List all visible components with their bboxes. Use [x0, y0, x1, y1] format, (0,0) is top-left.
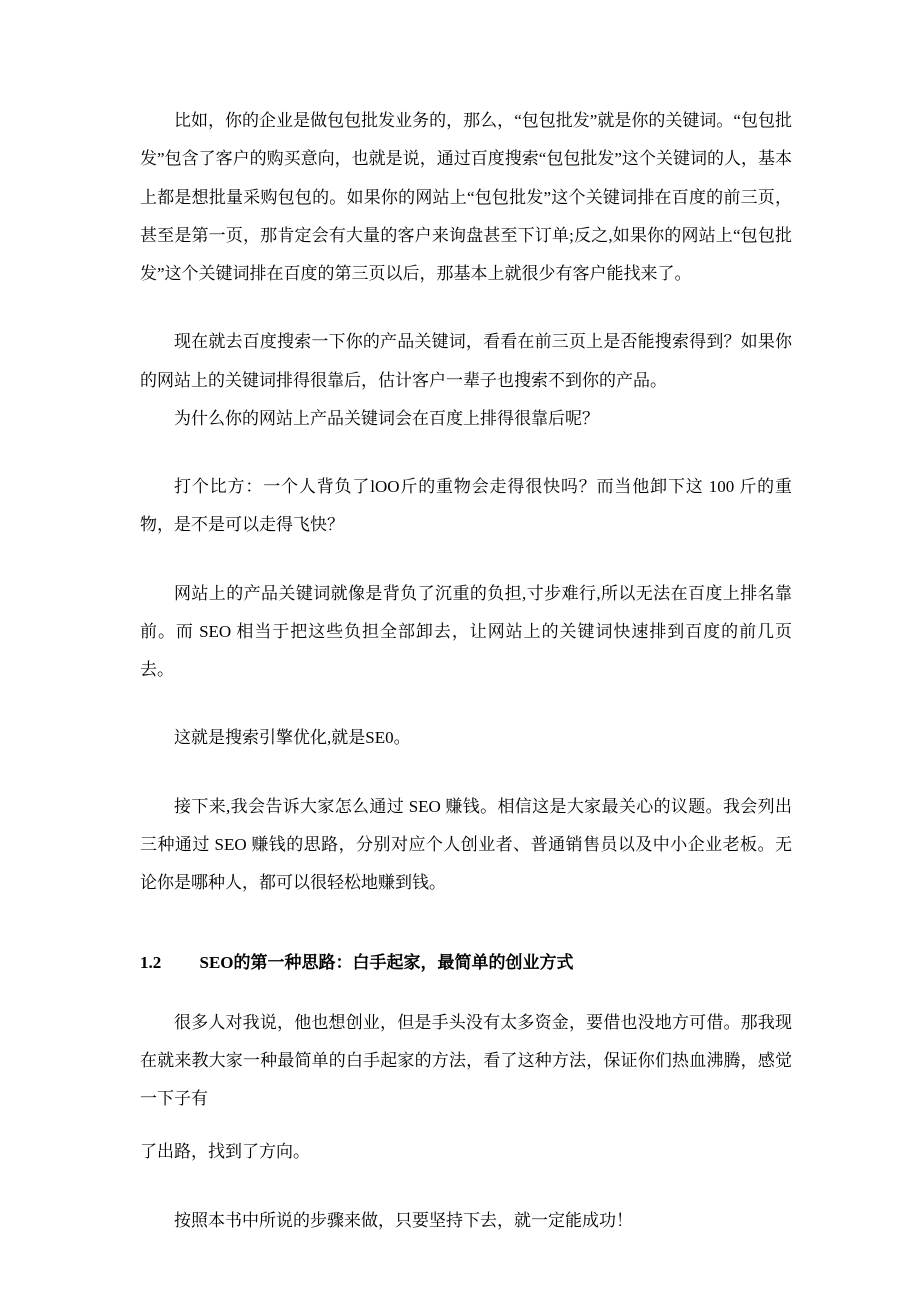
section-title: SEO的第一种思路：白手起家，最简单的创业方式: [199, 953, 574, 973]
paragraph-startup-continuation: 了出路，找到了方向。: [140, 1142, 310, 1162]
section-number: 1.2: [140, 953, 162, 973]
paragraph-burden: 网站上的产品关键词就像是背负了沉重的负担,寸步难行,所以无法在百度上排名靠前。而 SEO 相当于把这些负担全部卸去，让网站上的关键词快速排到百度的前几页去。: [140, 583, 792, 679]
paragraph-why-low-rank: 为什么你的网站上产品关键词会在百度上排得很靠后呢？: [174, 408, 599, 428]
paragraph-follow-steps: 按照本书中所说的步骤来做，只要坚持下去，就一定能成功！: [174, 1210, 633, 1230]
paragraph-startup-intro: 很多人对我说，他也想创业，但是手头没有太多资金，要借也没地方可借。那我现在就来教大家一种最简单的白手起家的方法，看了这种方法，保证你们热血沸腾，感觉一下子有: [140, 1012, 792, 1109]
paragraph-search-check: 现在就去百度搜索一下你的产品关键词，看看在前三页上是否能搜索得到？如果你的网站上的关键词排得很靠后，估计客户一辈子也搜索不到你的产品。: [140, 332, 792, 390]
paragraph-three-ways: 接下来,我会告诉大家怎么通过 SEO 赚钱。相信这是大家最关心的议题。我会列出三种通过 SEO 赚钱的思路，分别对应个人创业者、普通销售员以及中小企业老板。无论你是哪种人，都可以很轻松地赚到钱。: [140, 796, 792, 892]
section-heading: [140, 944, 792, 981]
paragraph-analogy: 打个比方：一个人背负了lOO斤的重物会走得很快吗？而当他卸下这 100 斤的重物，是不是可以走得飞快？: [140, 477, 792, 535]
paragraph-seo-definition: 这就是搜索引擎优化,就是SE0。: [174, 728, 411, 748]
paragraph-keywords-example: 比如，你的企业是做包包批发业务的，那么，“包包批发”就是你的关键词。“包包批发”包含了客户的购买意向，也就是说，通过百度搜索“包包批发”这个关键词的人，基本上都是想批量采购包包的。如果你的网站上“包包批发”这个关键词排在百度的前三页，甚至是第一页，那肯定会有大量的客户来询盘甚至下订单;反之,如果你的网站上“包包批发”这个关键词排在百度的第三页以后，那基本上就很少有客户能找来了。: [140, 111, 792, 283]
